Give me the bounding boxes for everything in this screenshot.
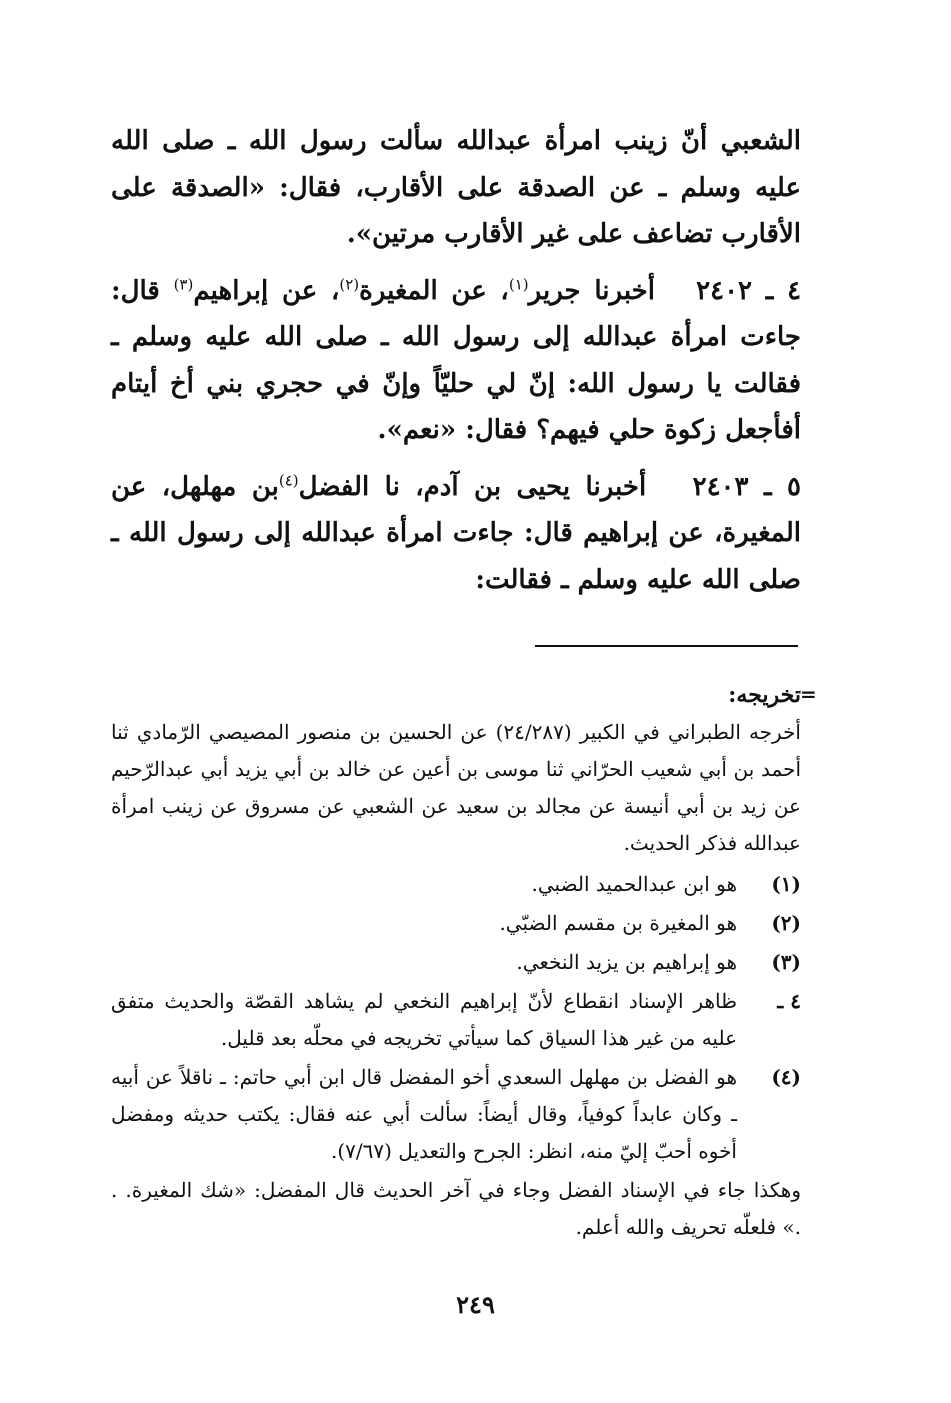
- hadith-text: أخبرنا جرير: [528, 275, 655, 306]
- footnote-closing: وهكذا جاء في الإسناد الفضل وجاء في آخر الحديث قال المفضل: «شك المغيرة. . .» فلعلّه تحريف والله أعلم.: [111, 1178, 801, 1239]
- hadith-paragraph-continuation: الشعبي أنّ زينب امرأة عبدالله سألت رسول الله ـ صلى الله عليه وسلم ـ عن الصدقة على الأقارب، فقال: «الصدقة على الأقارب تضاعف على غير الأقارب مرتين».: [111, 126, 801, 249]
- hadith-number: ٥ ـ ٢٤٠٣: [692, 471, 801, 502]
- footnote-label: (٤): [771, 1065, 801, 1089]
- footnote-4-hadith: [111, 983, 801, 1057]
- footnote-ref: (٣): [173, 274, 194, 293]
- takhrij-heading: تخريجه:: [728, 682, 801, 708]
- hadith-number: ٤ ـ ٢٤٠٢: [696, 275, 802, 306]
- footnote-text: هو إبراهيم بن يزيد النخعي.: [516, 950, 737, 974]
- footnote-ref: (١): [508, 274, 529, 293]
- footnote-label: (٢): [771, 911, 801, 935]
- footnote-ref: (٢): [339, 274, 360, 293]
- footnotes-section: [111, 676, 801, 1246]
- footnote-text: هو المغيرة بن مقسم الضبّي.: [499, 911, 737, 935]
- hadith-text: بن مهلهل، عن المغيرة، عن إبراهيم قال: جاءت امرأة عبدالله إلى رسول الله ـ صلى الله عليه وسلم ـ فقالت:: [111, 471, 801, 595]
- footnote-text: ظاهر الإسناد انقطاع لأنّ إبراهيم النخعي لم يشاهد القصّة والحديث متفق عليه من غير هذا السياق كما سيأتي تخريجه في محلّه بعد قليل.: [111, 989, 737, 1050]
- footnote-label: (١): [771, 872, 801, 896]
- hadith-text: ، عن إبراهيم: [193, 275, 340, 306]
- footnote-2: [111, 905, 801, 942]
- footnote-text: هو الفضل بن مهلهل السعدي أخو المفضل قال ابن أبي حاتم: ـ ناقلاً عن أبيه ـ وكان عابداً كوفياً، وقال أيضاً: سألت أبي عنه فقال: يكتب حديثه ومفضل أخوه أحبّ إليّ منه، انظر: الجرح والتعديل (٧/٦٧).: [111, 1065, 737, 1163]
- hadith-text: أخبرنا يحيى بن آدم، نا الفضل: [298, 471, 647, 502]
- footnote-label: ٤ ـ: [777, 989, 801, 1013]
- footnote-label: (٣): [771, 950, 801, 974]
- hadith-text: قال: جاءت امرأة عبدالله إلى رسول الله ـ صلى الله عليه وسلم ـ فقالت يا رسول الله: إنّ لي حليّاً وإنّ في حجري بني أخ أيتام أفأجعل زكوة حلي فيهم؟ فقال: «نعم».: [111, 275, 801, 445]
- continuation-marker: =: [800, 682, 817, 706]
- footnote-separator: [535, 645, 798, 647]
- hadith-text: ، عن المغيرة: [359, 275, 509, 306]
- takhrij-body: أخرجه الطبراني في الكبير (٢٤/٢٨٧) عن الحسين بن منصور المصيصي الرّمادي ثنا أحمد بن أبي شعيب الحرّاني ثنا موسى بن أعين عن خالد بن أبي يزيد أبي عبدالرّحيم عن زيد بن أبي أنيسة عن مجالد بن سعيد عن الشعبي عن مسروق عن زينب امرأة عبدالله فذكر الحديث.: [111, 720, 801, 855]
- main-text: [111, 118, 801, 613]
- hadith-paragraph-2402: [111, 268, 801, 454]
- hadith-paragraph-2403: [111, 464, 801, 604]
- footnote-ref: (٤): [278, 470, 299, 489]
- footnote-text: هو ابن عبدالحميد الضبي.: [531, 872, 737, 896]
- footnote-3: [111, 944, 801, 981]
- footnote-4: [111, 1059, 801, 1170]
- page-number: ٢٤٩: [456, 1290, 495, 1319]
- footnote-1: [111, 866, 801, 903]
